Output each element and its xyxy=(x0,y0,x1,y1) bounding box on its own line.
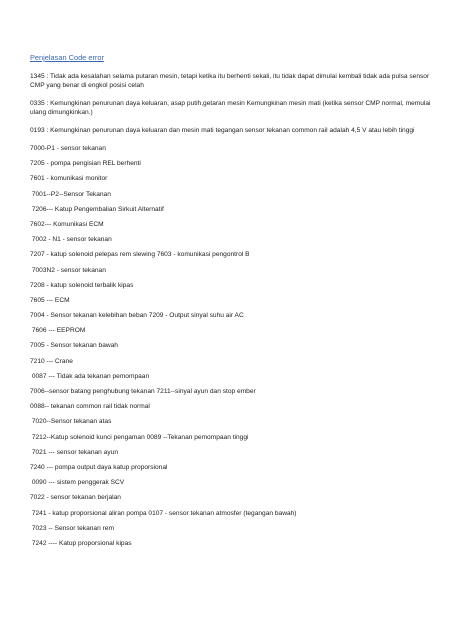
code-line: 0090 --- sistem penggerak SCV xyxy=(30,479,125,487)
code-line: 7242 ---- Katup proporsional kipas xyxy=(30,539,132,547)
code-line: 7022 - sensor tekanan berjalan xyxy=(30,494,121,502)
code-line: 7002 - N1 - sensor tekanan xyxy=(30,236,112,244)
paragraph-0335: 0335 : Kemungkinan penurunan daya keluaran, asap putih,getaran mesin Kemungkinan mesin mati (ketika sensor CMP normal, memulai ulang dimungkinkan.) xyxy=(30,100,433,116)
code-line: 7208 - katup solenoid terbalik kipas xyxy=(30,281,134,289)
paragraph-0193: 0193 : Kemungkinan penurunan daya keluaran dan mesin mati tegangan sensor tekanan common rail adalah 4,5 V atau lebih tinggi xyxy=(30,127,415,134)
code-line: 7004 - Sensor tekanan kelebihan beban 7209 - Output sinyal suhu air AC xyxy=(30,312,244,320)
code-line: 7601 - komunikasi monitor xyxy=(30,175,108,183)
code-line: 7605 --- ECM xyxy=(30,296,70,304)
paragraph-1345: 1345 : Tidak ada kesalahan selama putaran mesin, tetapi ketika itu berhenti sekali, itu tidak dapat dimulai kembali tidak ada pulsa sensor CMP yang benar di engkol posisi celah xyxy=(30,73,432,89)
code-line: 7003N2 - sensor tekanan xyxy=(30,266,106,274)
code-line: 7212--Katup solenoid kunci pengaman 0089 --Tekanan pemompaan tinggi xyxy=(30,433,249,441)
code-line: 7006--sensor batang penghubung tekanan 7211--sinyal ayun dan stop ember xyxy=(30,388,256,395)
code-line: 7001--P2--Sensor Tekanan xyxy=(30,190,111,198)
code-line: 7606 --- EEPROM xyxy=(30,327,86,335)
code-line: 7602--- Komunikasi ECM xyxy=(30,220,104,228)
code-line: 7207 - katup solenoid pelepas rem slewing 7603 - komunikasi pengontrol B xyxy=(30,251,250,259)
code-line: 7240 --- pompa output daya katup proporsional xyxy=(30,463,168,471)
code-line: 7205 - pompa pengisian REL berhenti xyxy=(30,160,141,168)
code-line: 7020--Sensor tekanan atas xyxy=(30,418,112,426)
code-line: 7000-P1 - sensor tekanan xyxy=(30,145,106,152)
code-line: 7210 --- Crane xyxy=(30,357,73,365)
code-line: 7021 --- sensor tekanan ayun xyxy=(30,448,118,456)
code-line: 7005 - Sensor tekanan bawah xyxy=(30,342,118,350)
code-line: 7241 - katup proporsional aliran pompa 0107 - sensor tekanan atmosfer (tegangan bawah) xyxy=(30,509,297,517)
code-line: 7206--- Katup Pengembalian Sirkuit Alternatif xyxy=(30,205,164,213)
code-line: 0087 --- Tidak ada tekanan pemompaan xyxy=(30,372,150,380)
document-heading: Penjelasan Code error xyxy=(30,53,104,62)
code-line: 7023 -- Sensor tekanan rem xyxy=(30,524,114,532)
code-line: 0088-- tekanan common rail tidak normal xyxy=(30,403,150,411)
